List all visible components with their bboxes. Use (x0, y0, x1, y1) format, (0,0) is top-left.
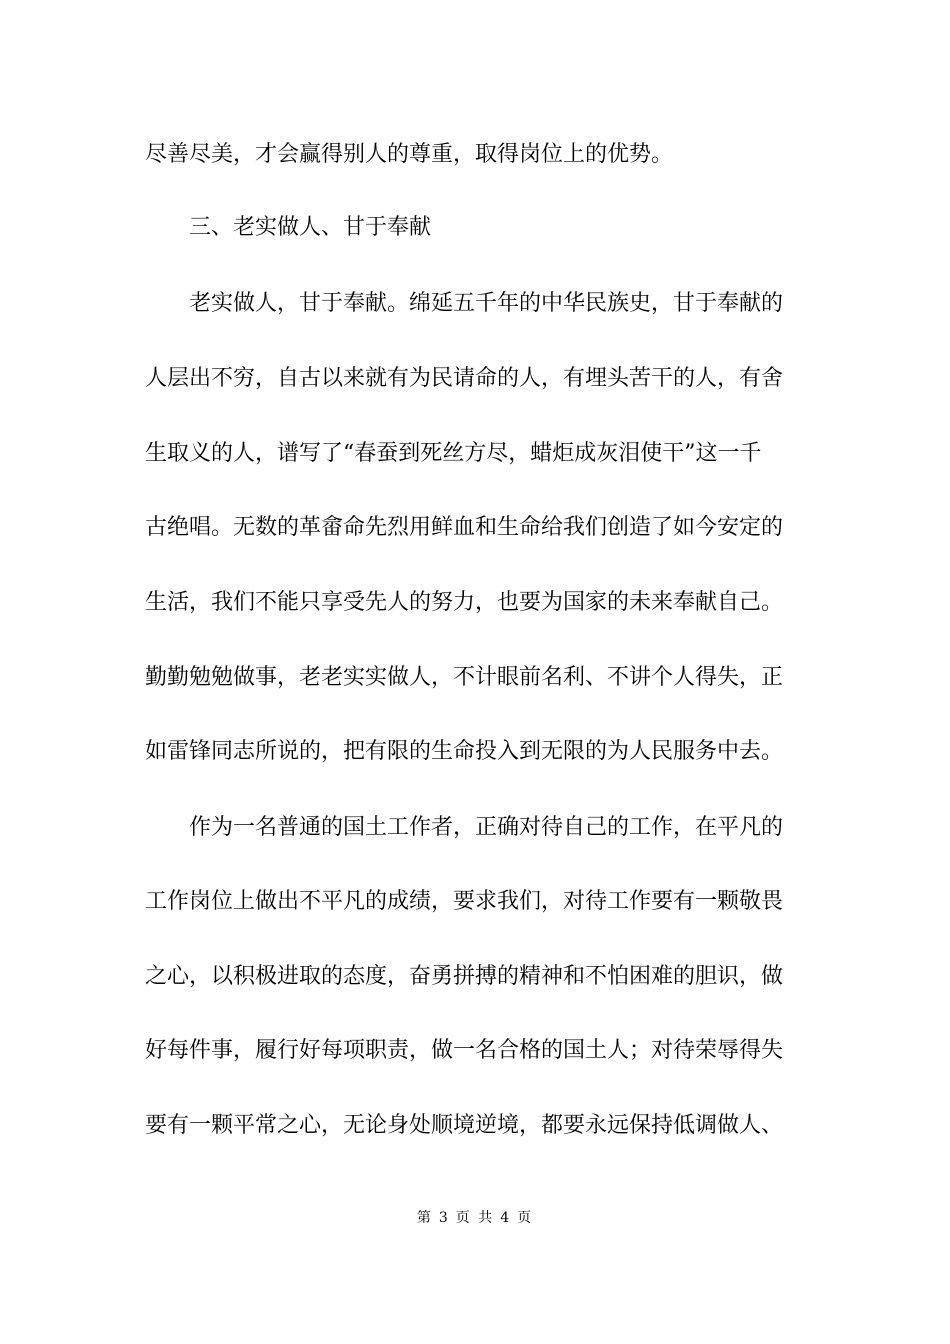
body-line-10: 作为一名普通的国土工作者，正确对待自己的工作，在平凡的 (189, 815, 784, 840)
body-line-5: 生取义的人，谱写了“春蚕到死丝方尽，蜡炬成灰泪使干”这一千 (145, 441, 762, 466)
body-line-14: 要有一颗平常之心，无论身处顺境逆境，都要永远保持低调做人、 (145, 1113, 784, 1138)
footer-page-total: 4 (500, 1210, 512, 1226)
section-heading: 三、老实做人、甘于奉献 (189, 215, 432, 240)
body-line-7: 生活，我们不能只享受先人的努力，也要为国家的未来奉献自己。 (145, 590, 784, 615)
footer-mid: 页 共 (455, 1210, 495, 1226)
body-line-11: 工作岗位上做出不平凡的成绩，要求我们，对待工作要有一颗敬畏 (145, 889, 784, 914)
page-footer (0, 1208, 950, 1228)
body-line-4: 人层出不穷，自古以来就有为民请命的人，有埋头苦干的人，有舍 (145, 366, 784, 391)
footer-prefix: 第 (416, 1210, 433, 1226)
body-line-9: 如雷锋同志所说的，把有限的生命投入到无限的为人民服务中去。 (145, 739, 784, 764)
footer-suffix: 页 (517, 1210, 534, 1226)
body-line-12: 之心，以积极进取的态度，奋勇拼搏的精神和不怕困难的胆识，做 (145, 964, 784, 989)
body-line-13: 好每件事，履行好每项职责，做一名合格的国土人；对待荣辱得失 (145, 1038, 784, 1063)
body-line-1: 尽善尽美，才会赢得别人的尊重，取得岗位上的优势。 (145, 142, 674, 167)
footer-page-number: 3 (438, 1210, 450, 1226)
body-line-6: 古绝唱。无数的革畲命先烈用鲜血和生命给我们创造了如今安定的 (145, 515, 784, 540)
body-line-8: 勤勤勉勉做事，老老实实做人，不计眼前名利、不讲个人得失，正 (145, 665, 784, 690)
body-line-3: 老实做人，甘于奉献。绵延五千年的中华民族史，甘于奉献的 (189, 291, 784, 316)
